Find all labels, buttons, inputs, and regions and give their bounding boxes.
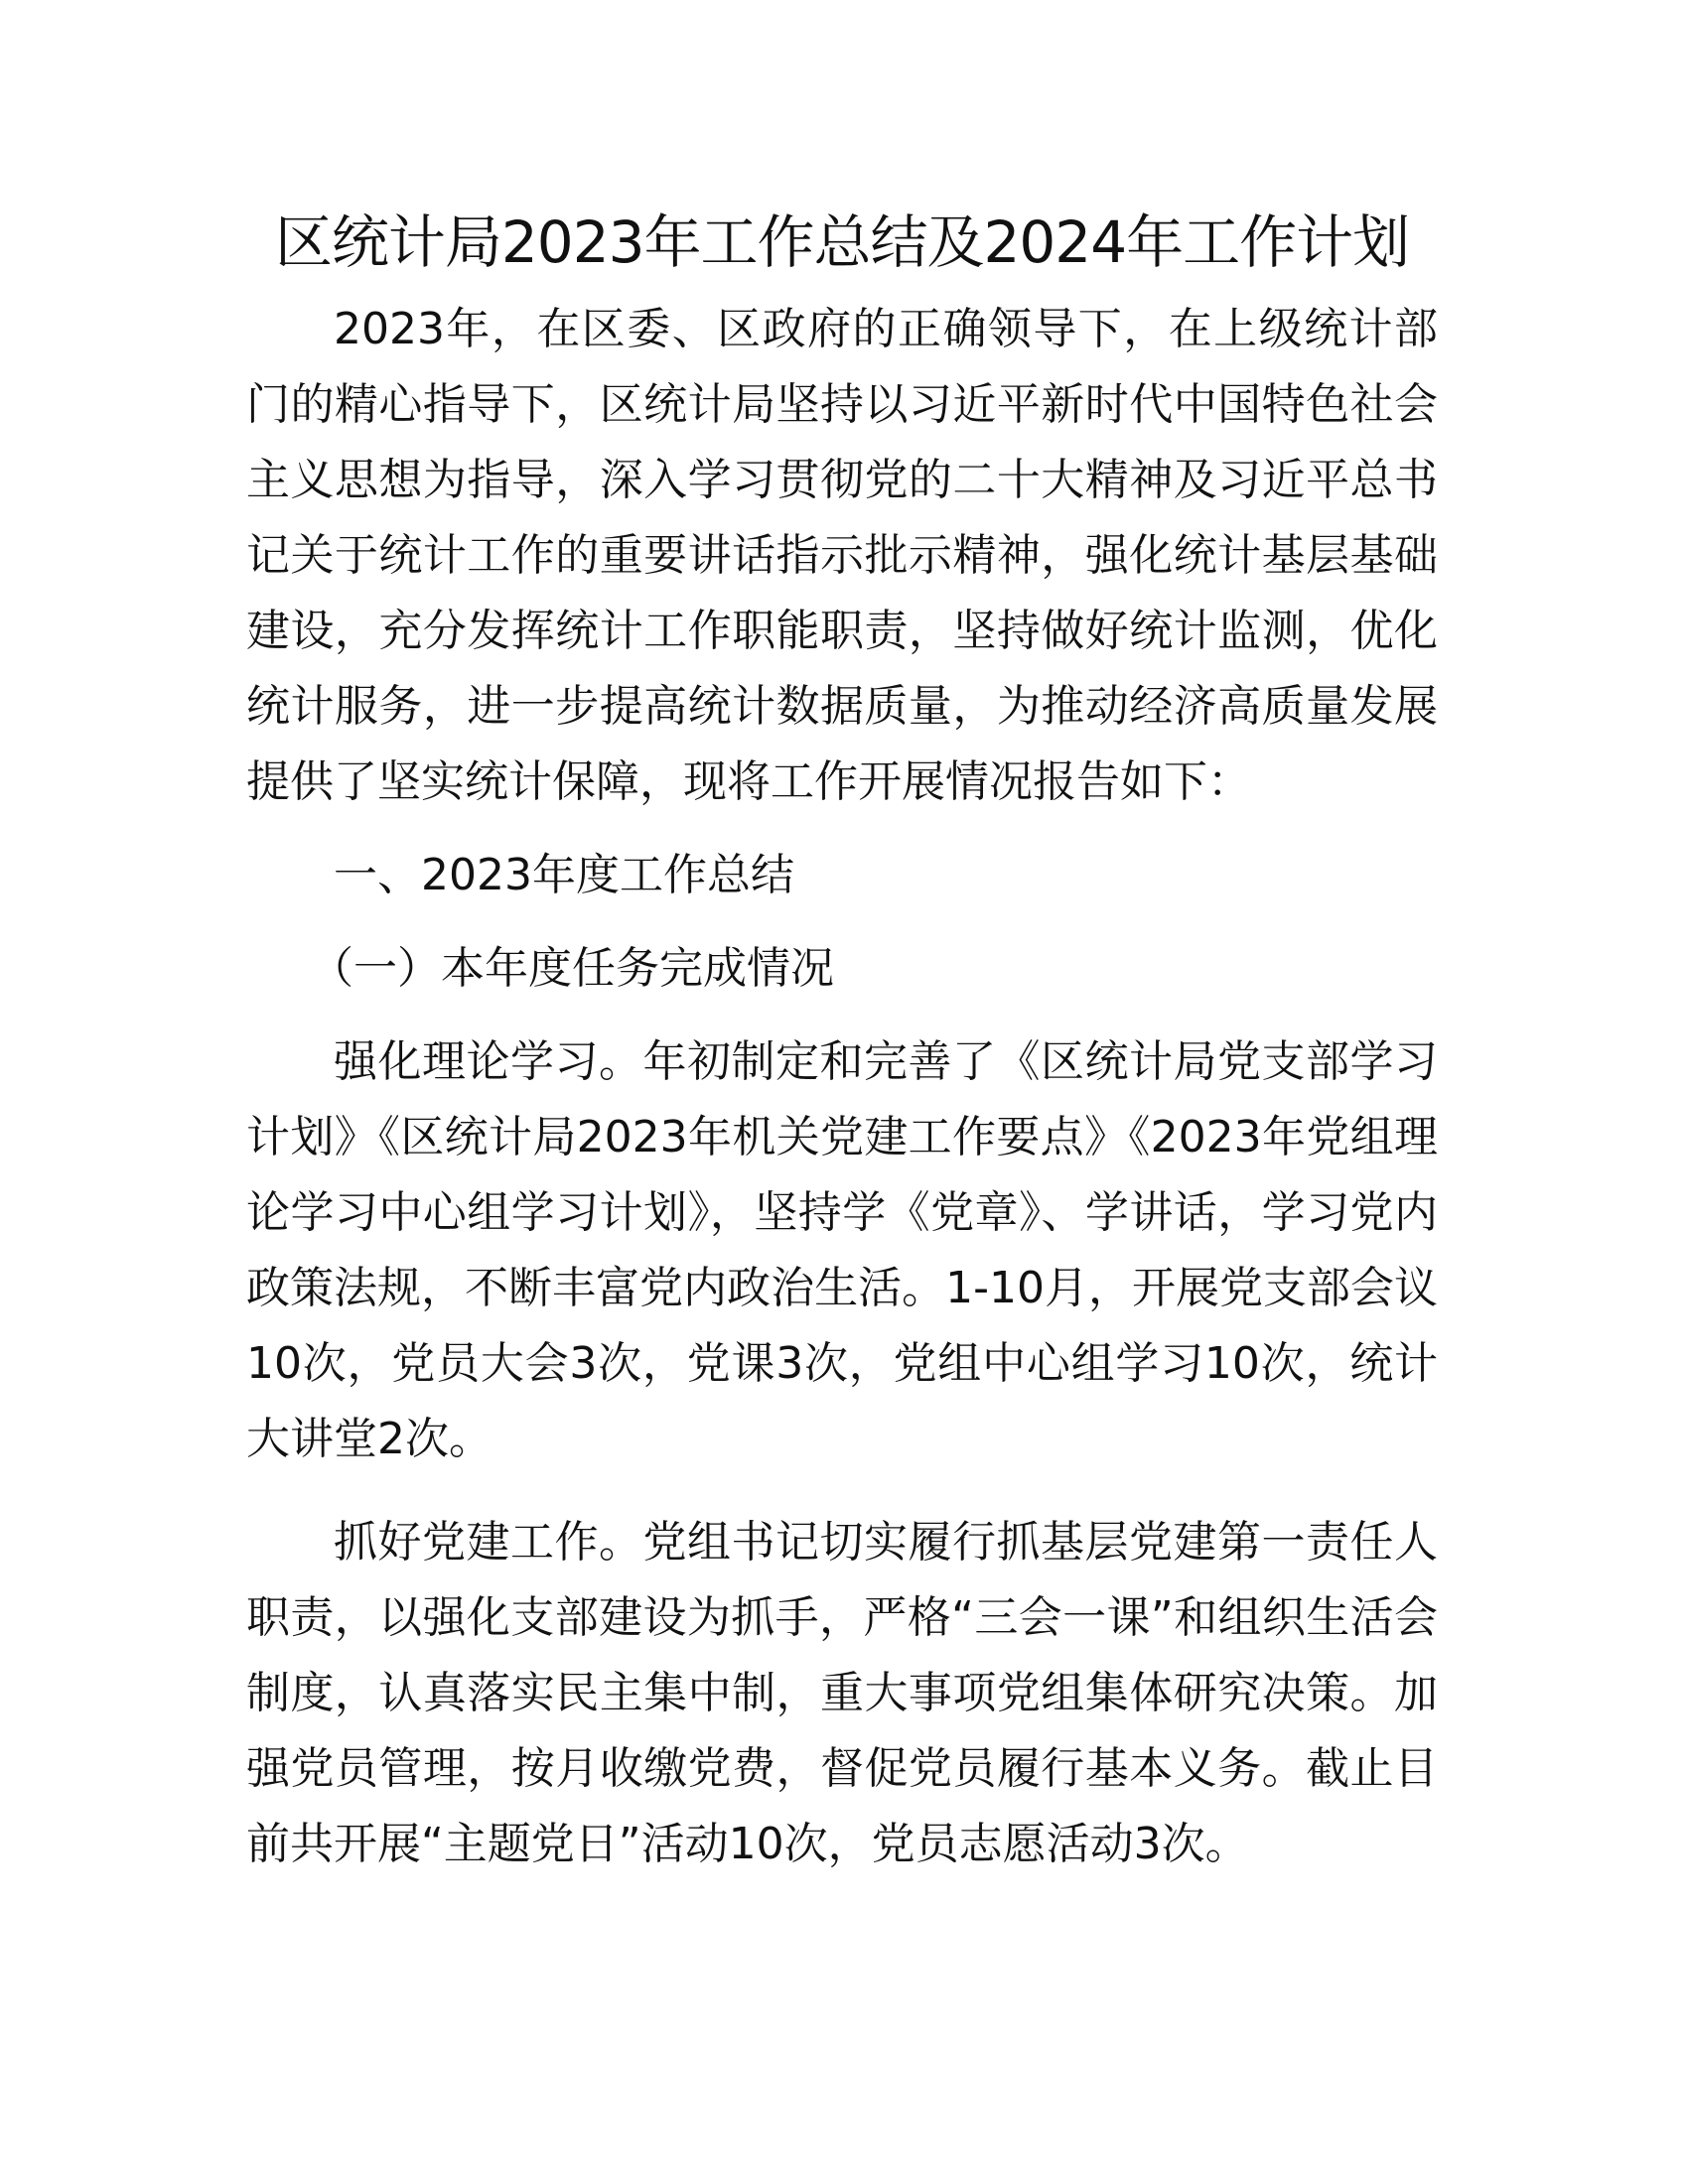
paragraph-theory-study: 强化理论学习。年初制定和完善了《区统计局党支部学习计划》《区统计局2023年机关党建工作要点》《2023年党组理论学习中心组学习计划》，坚持学《党章》、学讲话，学习党内政策法规，不断丰富党内政治生活。1-10月，开展党支部会议10次，党员大会3次，党课3次，党组中心组学习10次，统计大讲堂2次。 [246, 1036, 1438, 1464]
document-title: 区统计局2023年工作总结及2024年工作计划 [274, 208, 1410, 276]
section-heading-summary: 一、2023年度工作总结 [334, 850, 794, 900]
paragraph-party-building: 抓好党建工作。党组书记切实履行抓基层党建第一责任人职责，以强化支部建设为抓手，严格“三会一课”和组织生活会制度，认真落实民主集中制，重大事项党组集体研究决策。加强党员管理，按月收缴党费，督促党员履行基本义务。截止目前共开展“主题党日”活动10次，党员志愿活动3次。 [246, 1517, 1438, 1869]
document-page [246, 199, 1438, 1882]
subsection-heading-completion: （一）本年度任务完成情况 [310, 943, 834, 994]
intro-paragraph: 2023年，在区委、区政府的正确领导下，在上级统计部门的精心指导下，区统计局坚持以习近平新时代中国特色社会主义思想为指导，深入学习贯彻党的二十大精神及习近平总书记关于统计工作的重要讲话指示批示精神，强化统计基层基础建设，充分发挥统计工作职能职责，坚持做好统计监测，优化统计服务，进一步提高统计数据质量，为推动经济高质量发展提供了坚实统计保障，现将工作开展情况报告如下： [246, 304, 1438, 807]
